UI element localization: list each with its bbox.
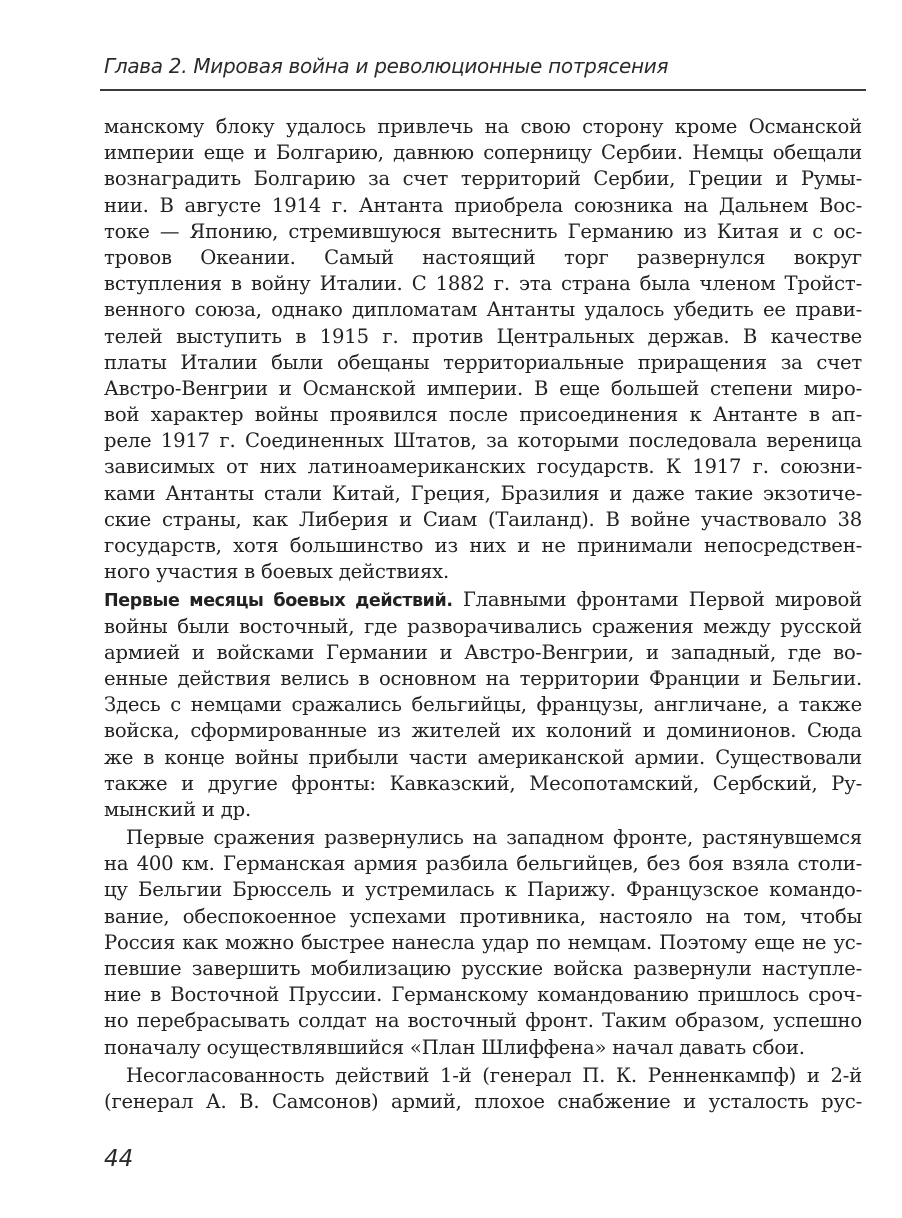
text-line: же в конце войны прибыли части американской армии. Существовали (104, 745, 862, 769)
section-heading: Первые месяцы боевых действий. (104, 591, 453, 612)
header-rule (100, 89, 866, 91)
running-header: Глава 2. Мировая война и революционные потрясения (104, 54, 669, 78)
text-line: манскому блоку удалось привлечь на свою сторону кроме Османской (104, 115, 862, 138)
text-line: армией и войсками Германии и Австро-Венгрии, и западный, где во- (104, 640, 862, 664)
text-line: вой характер войны проявился после присоединения к Антанте в ап- (104, 403, 862, 427)
text-line: Первые сражения развернулись на западном фронте, растянувшемся (126, 826, 862, 850)
text-line: Здесь с немцами сражались бельгийцы, французы, англичане, а также (104, 693, 862, 717)
text-line: ние в Восточной Пруссии. Германскому командованию пришлось сроч- (104, 983, 862, 1007)
text-line: Австро-Венгрии и Османской империи. В еще большей степени миро- (104, 376, 862, 400)
text-line: мынский и др. (104, 797, 251, 821)
text-line: также и другие фронты: Кавказский, Месопотамский, Сербский, Ру- (104, 771, 862, 795)
text-line: вступления в войну Италии. С 1882 г. эта страна была членом Тройст- (104, 272, 862, 296)
text-line: ские страны, как Либерия и Сиам (Таиланд). В войне участвовало 38 (104, 507, 862, 531)
text-line-rest: Главными фронтами Первой мировой (452, 588, 862, 612)
text-line: певшие завершить мобилизацию русские войска развернули наступле- (104, 957, 862, 980)
text-line: (генерал А. В. Самсонов) армий, плохое снабжение и усталость рус- (104, 1089, 862, 1113)
text-line: вознаградить Болгарию за счет территорий Сербии, Греции и Румы- (104, 167, 862, 191)
text-line: государств, хотя большинство из них и не принимали непосредствен- (104, 534, 862, 557)
text-line: телей выступить в 1915 г. против Центральных держав. В качестве (104, 324, 862, 348)
text-line: на 400 км. Германская армия разбила бельгийцев, без боя взяла столи- (104, 852, 862, 876)
text-line: зависимых от них латиноамериканских государств. К 1917 г. союзни- (104, 455, 862, 479)
text-line: ками Антанты стали Китай, Греция, Бразилия и даже такие экзотиче- (104, 481, 862, 505)
text-line: венного союза, однако дипломатам Антанты удалось убедить ее прави- (104, 298, 862, 322)
text-line-with-heading (104, 587, 862, 613)
text-line: вание, обеспокоенное успехами противника, настояло на том, чтобы (104, 904, 862, 928)
text-line: ного участия в боевых действиях. (104, 560, 449, 584)
text-line: цу Бельгии Брюссель и устремилась к Парижу. Французское командо- (104, 878, 862, 902)
text-line: реле 1917 г. Соединенных Штатов, за которыми последовала вереница (104, 429, 862, 453)
body-text (104, 114, 862, 1115)
text-line: войска, сформированные из жителей их колоний и доминионов. Сюда (104, 719, 862, 743)
text-line: платы Италии были обещаны территориальные приращения за счет (104, 350, 862, 374)
text-line: нии. В августе 1914 г. Антанта приобрела союзника на Дальнем Вос- (104, 193, 862, 217)
text-line: но перебрасывать солдат на восточный фронт. Таким образом, успешно (104, 1009, 862, 1033)
text-line: войны были восточный, где разворачивались сражения между русской (104, 614, 862, 638)
text-line: империи еще и Болгарию, давнюю соперницу Сербии. Немцы обещали (104, 141, 862, 165)
text-line: тровов Океании. Самый настоящий торг развернулся вокруг (104, 245, 862, 269)
text-line: Несогласованность действий 1-й (генерал П. К. Ренненкампф) и 2-й (126, 1063, 862, 1087)
text-line: токе — Японию, стремившуюся вытеснить Германию из Китая и с ос- (104, 219, 862, 243)
text-line: енные действия велись в основном на территории Франции и Бельгии. (104, 666, 862, 690)
text-line: поначалу осуществлявшийся «План Шлиффена» начал давать сбои. (104, 1035, 805, 1059)
page-number: 44 (104, 1146, 134, 1172)
text-line: Россия как можно быстрее нанесла удар по немцам. Поэтому еще не ус- (104, 930, 862, 954)
